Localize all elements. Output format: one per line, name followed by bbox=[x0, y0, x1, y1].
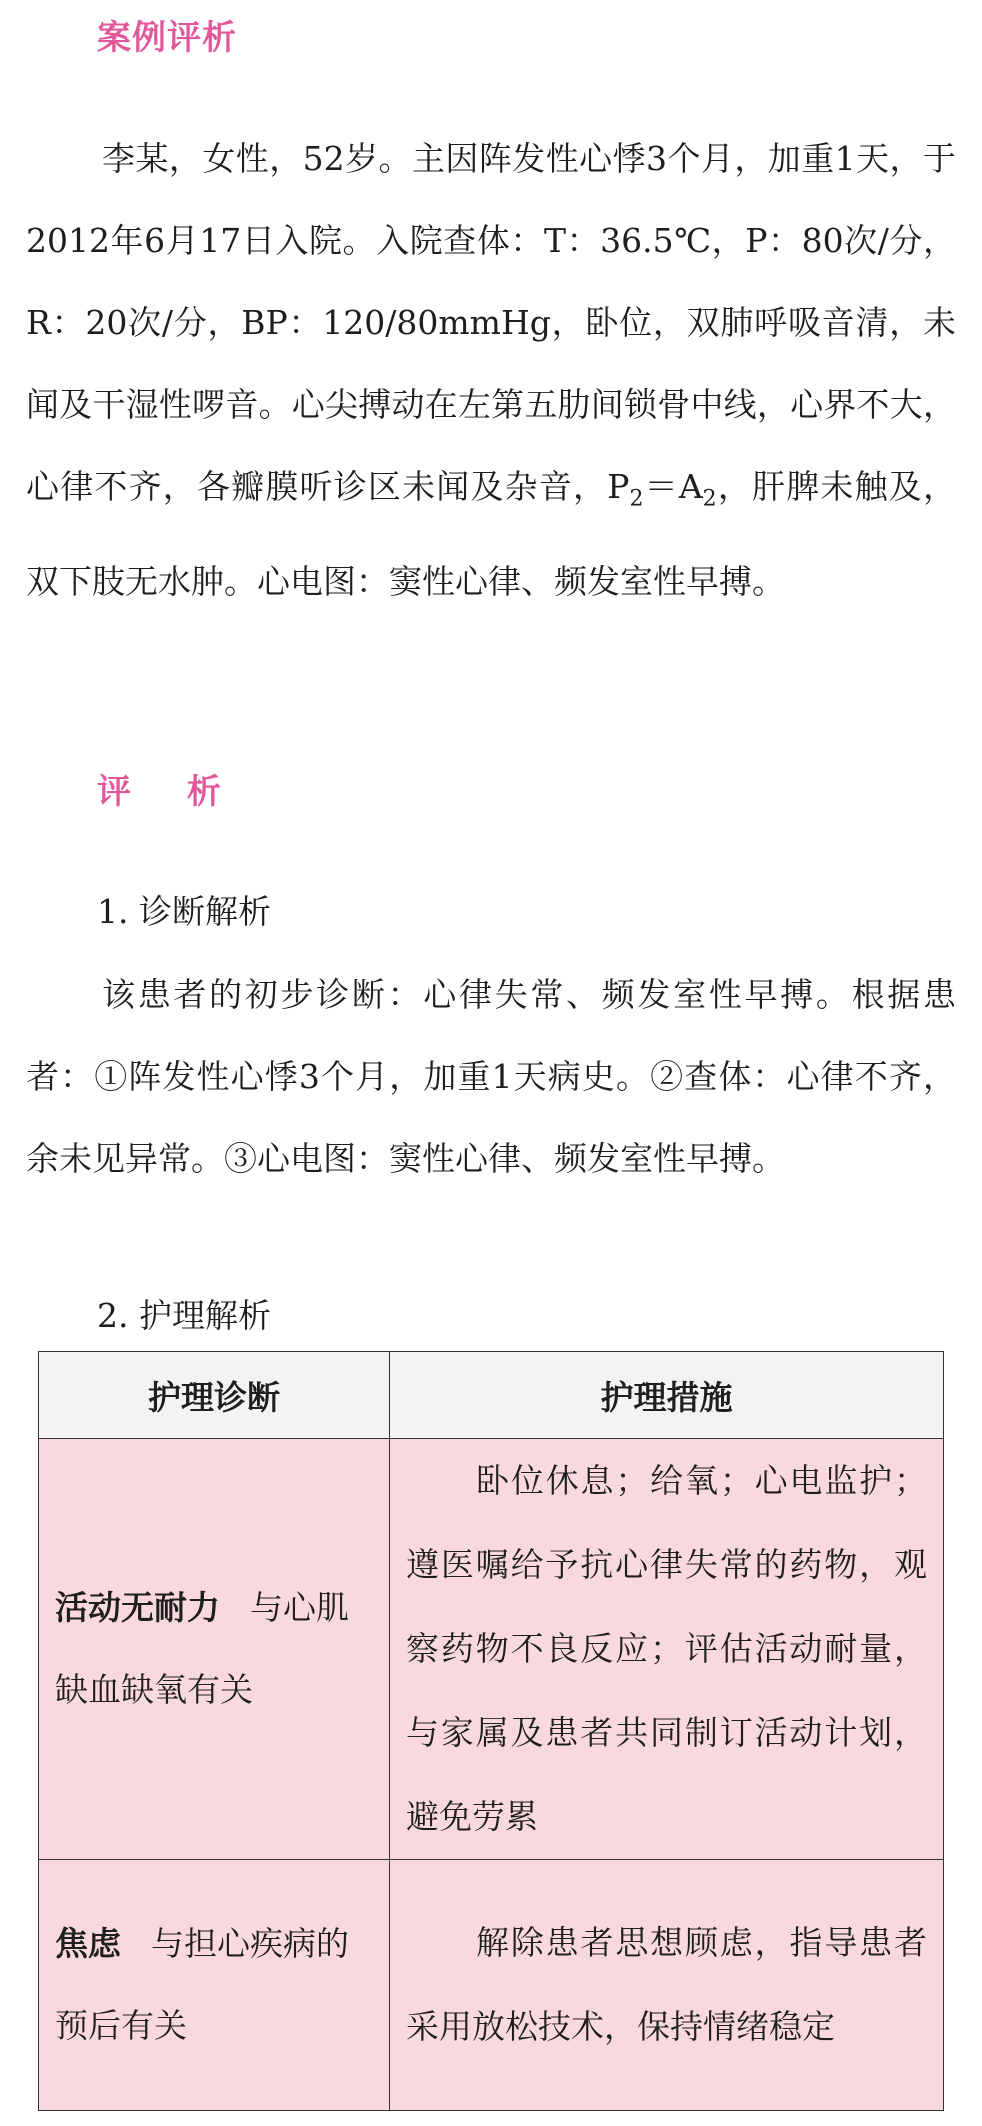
header-diagnosis: 护理诊断 bbox=[39, 1352, 390, 1439]
case-text-main: 李某，女性，52岁。主因阵发性心悸3个月，加重1天，于2012年6月17日入院。入院查体：T：36.5℃，P：80次/分，R：20次/分，BP：120/80mmHg，卧位，双肺呼吸音清，未闻及干湿性啰音。心尖搏动在左第五肋间锁骨中线，心界不大，心律不齐，各瓣膜听诊区未闻及杂音， bbox=[26, 139, 956, 506]
case-text-tail: ，肝脾未触及，双下肢无水肿。心电图：窦性心律、频发室性早搏。 bbox=[26, 467, 957, 601]
nursing-table bbox=[38, 1351, 944, 2111]
case-text-eq: ＝A bbox=[643, 467, 703, 506]
diagnosis-reason: 与心肌缺血缺氧有关 bbox=[55, 1588, 349, 1709]
diagnosis-term: 活动无耐力 bbox=[55, 1588, 220, 1627]
measure-cell: 解除患者思想顾虑，指导患者采用放松技术，保持情绪稳定 bbox=[390, 1860, 944, 2111]
diagnosis-term: 焦虑 bbox=[55, 1924, 121, 1963]
diagnosis-text: 该患者的初步诊断：心律失常、频发室性早搏。根据患者：①阵发性心悸3个月，加重1天病史。②查体：心律不齐，余未见异常。③心电图：窦性心律、频发室性早搏。 bbox=[26, 975, 956, 1178]
analysis-heading: 评 析 bbox=[97, 772, 243, 812]
diagnosis-subheading: 1. 诊断解析 bbox=[97, 892, 271, 931]
header-measures: 护理措施 bbox=[390, 1352, 944, 1439]
case-heading: 案例评析 bbox=[97, 18, 237, 58]
case-text-p: P bbox=[607, 467, 630, 506]
case-description bbox=[26, 118, 956, 623]
case-text-sub2: 2 bbox=[702, 486, 717, 512]
diagnosis-cell bbox=[39, 1860, 390, 2111]
table-row bbox=[39, 1439, 944, 1860]
table-row bbox=[39, 1860, 944, 2111]
diagnosis-cell bbox=[39, 1439, 390, 1860]
nursing-subheading: 2. 护理解析 bbox=[97, 1296, 271, 1335]
measure-cell: 卧位休息；给氧；心电监护；遵医嘱给予抗心律失常的药物，观察药物不良反应；评估活动耐量，与家属及患者共同制订活动计划，避免劳累 bbox=[390, 1439, 944, 1860]
table-header-row bbox=[39, 1352, 944, 1439]
diagnosis-reason: 与担心疾病的预后有关 bbox=[55, 1924, 349, 2045]
case-text-sub1: 2 bbox=[629, 486, 644, 512]
